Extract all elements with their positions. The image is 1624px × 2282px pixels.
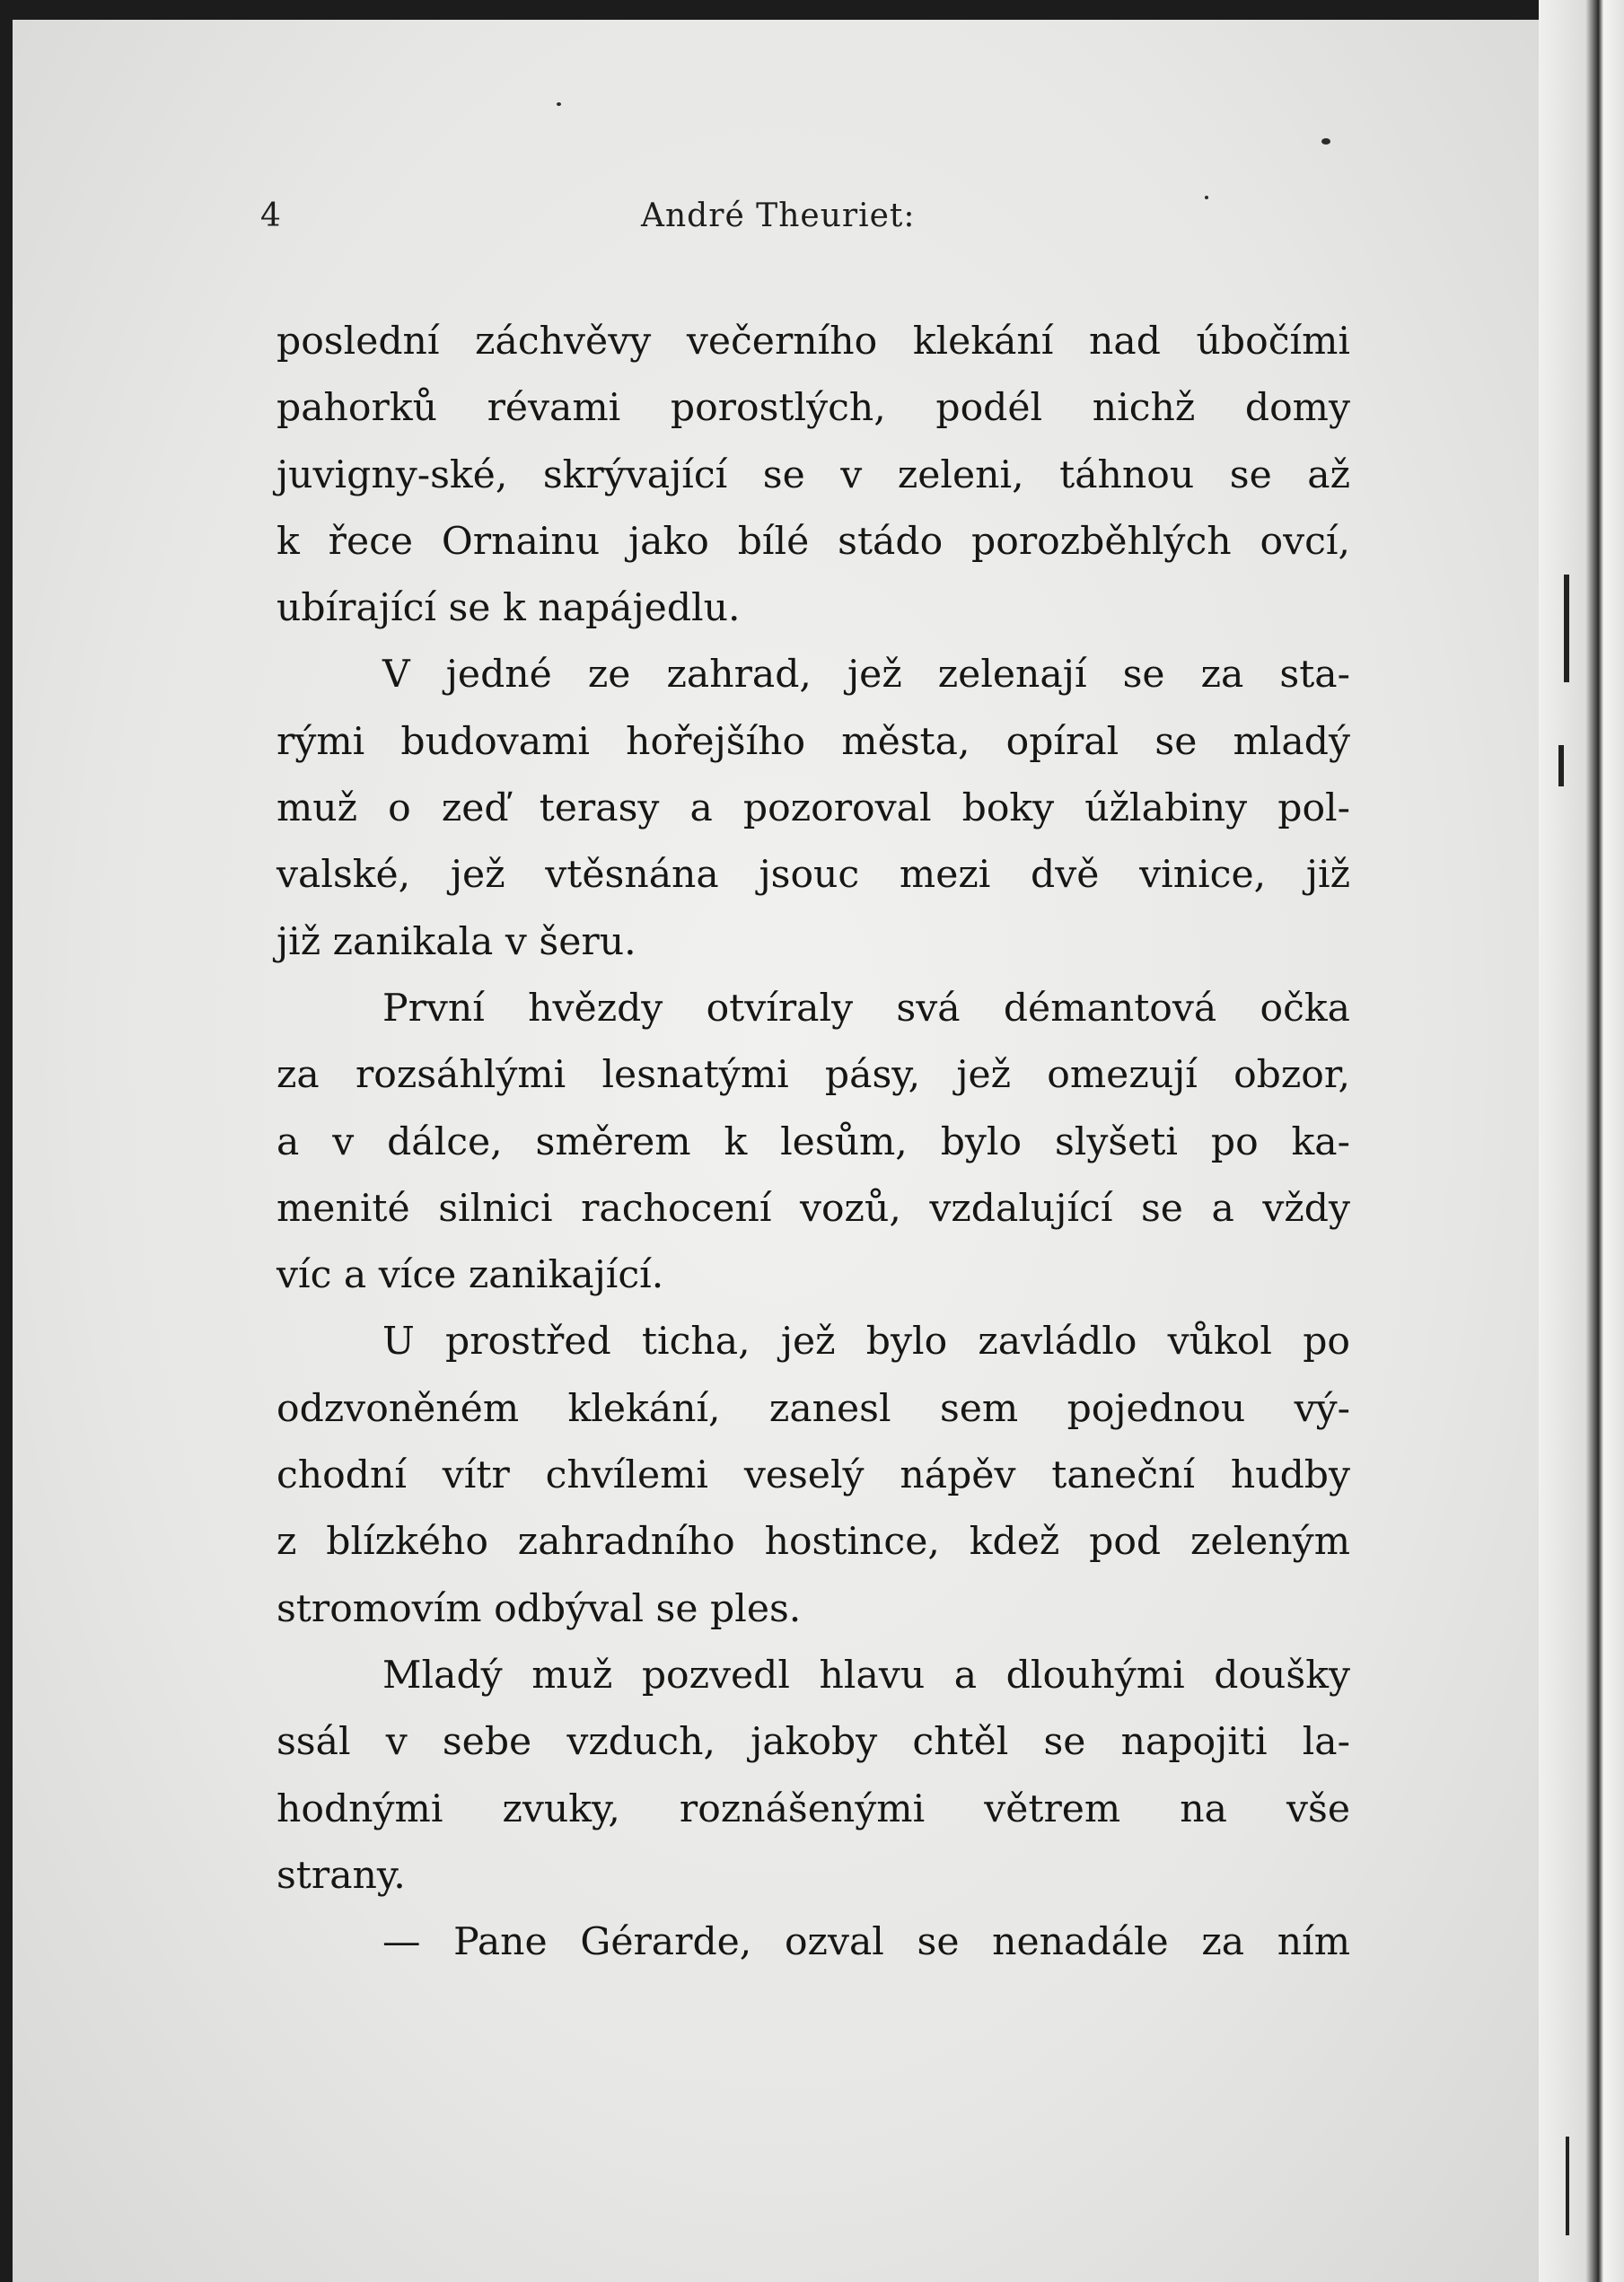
page-header <box>13 197 1539 242</box>
edge-mark <box>1566 2137 1569 2235</box>
edge-mark <box>1564 575 1569 682</box>
text-line: rými budovami hořejšího města, opíral se mladý <box>277 719 1350 764</box>
text-line: za rozsáhlými lesnatými pásy, jež omezují obzor, <box>277 1053 1350 1098</box>
ink-speck <box>1205 196 1208 199</box>
text-line: odzvoněném klekání, zanesl sem pojednou vý- <box>277 1386 1350 1431</box>
book-page <box>13 20 1539 2282</box>
edge-mark <box>1558 745 1564 786</box>
text-line: ssál v sebe vzduch, jakoby chtěl se napojiti la- <box>277 1720 1350 1765</box>
text-line: — Pane Gérarde, ozval se nenadále za ním <box>382 1920 1350 1965</box>
page-edge <box>1539 0 1624 2282</box>
text-line: valské, jež vtěsnána jsouc mezi dvě vinice, již <box>277 853 1350 898</box>
text-line: víc a více zanikající. <box>277 1253 664 1298</box>
ink-speck <box>1321 138 1330 145</box>
text-line: juvigny-ské, skrývající se v zeleni, táhnou se až <box>277 452 1350 497</box>
text-line: z blízkého zahradního hostince, kdež pod zeleným <box>277 1520 1350 1565</box>
text-line: strany. <box>277 1853 406 1898</box>
body-text <box>277 309 1350 1976</box>
text-line: chodní vítr chvílemi veselý nápěv taneční hudby <box>277 1453 1350 1498</box>
text-line: hodnými zvuky, roznášenými větrem na vše <box>277 1786 1350 1831</box>
text-line: k řece Ornainu jako bílé stádo porozběhlých ovcí, <box>277 519 1350 564</box>
page-number: 4 <box>260 197 281 234</box>
text-line: menité silnici rachocení vozů, vzdalující se a vždy <box>277 1186 1350 1231</box>
text-line: pahorků révami porostlých, podél nichž domy <box>277 386 1350 431</box>
text-line: ubírající se k napájedlu. <box>277 586 741 631</box>
text-line: již zanikala v šeru. <box>277 919 636 964</box>
text-line: a v dálce, směrem k lesům, bylo slyšeti po ka- <box>277 1119 1350 1164</box>
text-line: stromovím odbýval se ples. <box>277 1586 802 1631</box>
text-line: V jedné ze zahrad, jež zelenají se za sta- <box>382 653 1350 698</box>
ink-speck <box>557 102 561 106</box>
text-line: poslední záchvěvy večerního klekání nad úbočími <box>277 320 1350 364</box>
running-head: André Theuriet: <box>641 197 916 234</box>
text-line: První hvězdy otvíraly svá démantová očka <box>382 986 1350 1031</box>
text-line: Mladý muž pozvedl hlavu a dlouhými doušky <box>382 1653 1350 1698</box>
text-line: muž o zeď terasy a pozoroval boky úžlabiny pol- <box>277 786 1350 831</box>
text-line: U prostřed ticha, jež bylo zavládlo vůkol po <box>382 1320 1350 1365</box>
